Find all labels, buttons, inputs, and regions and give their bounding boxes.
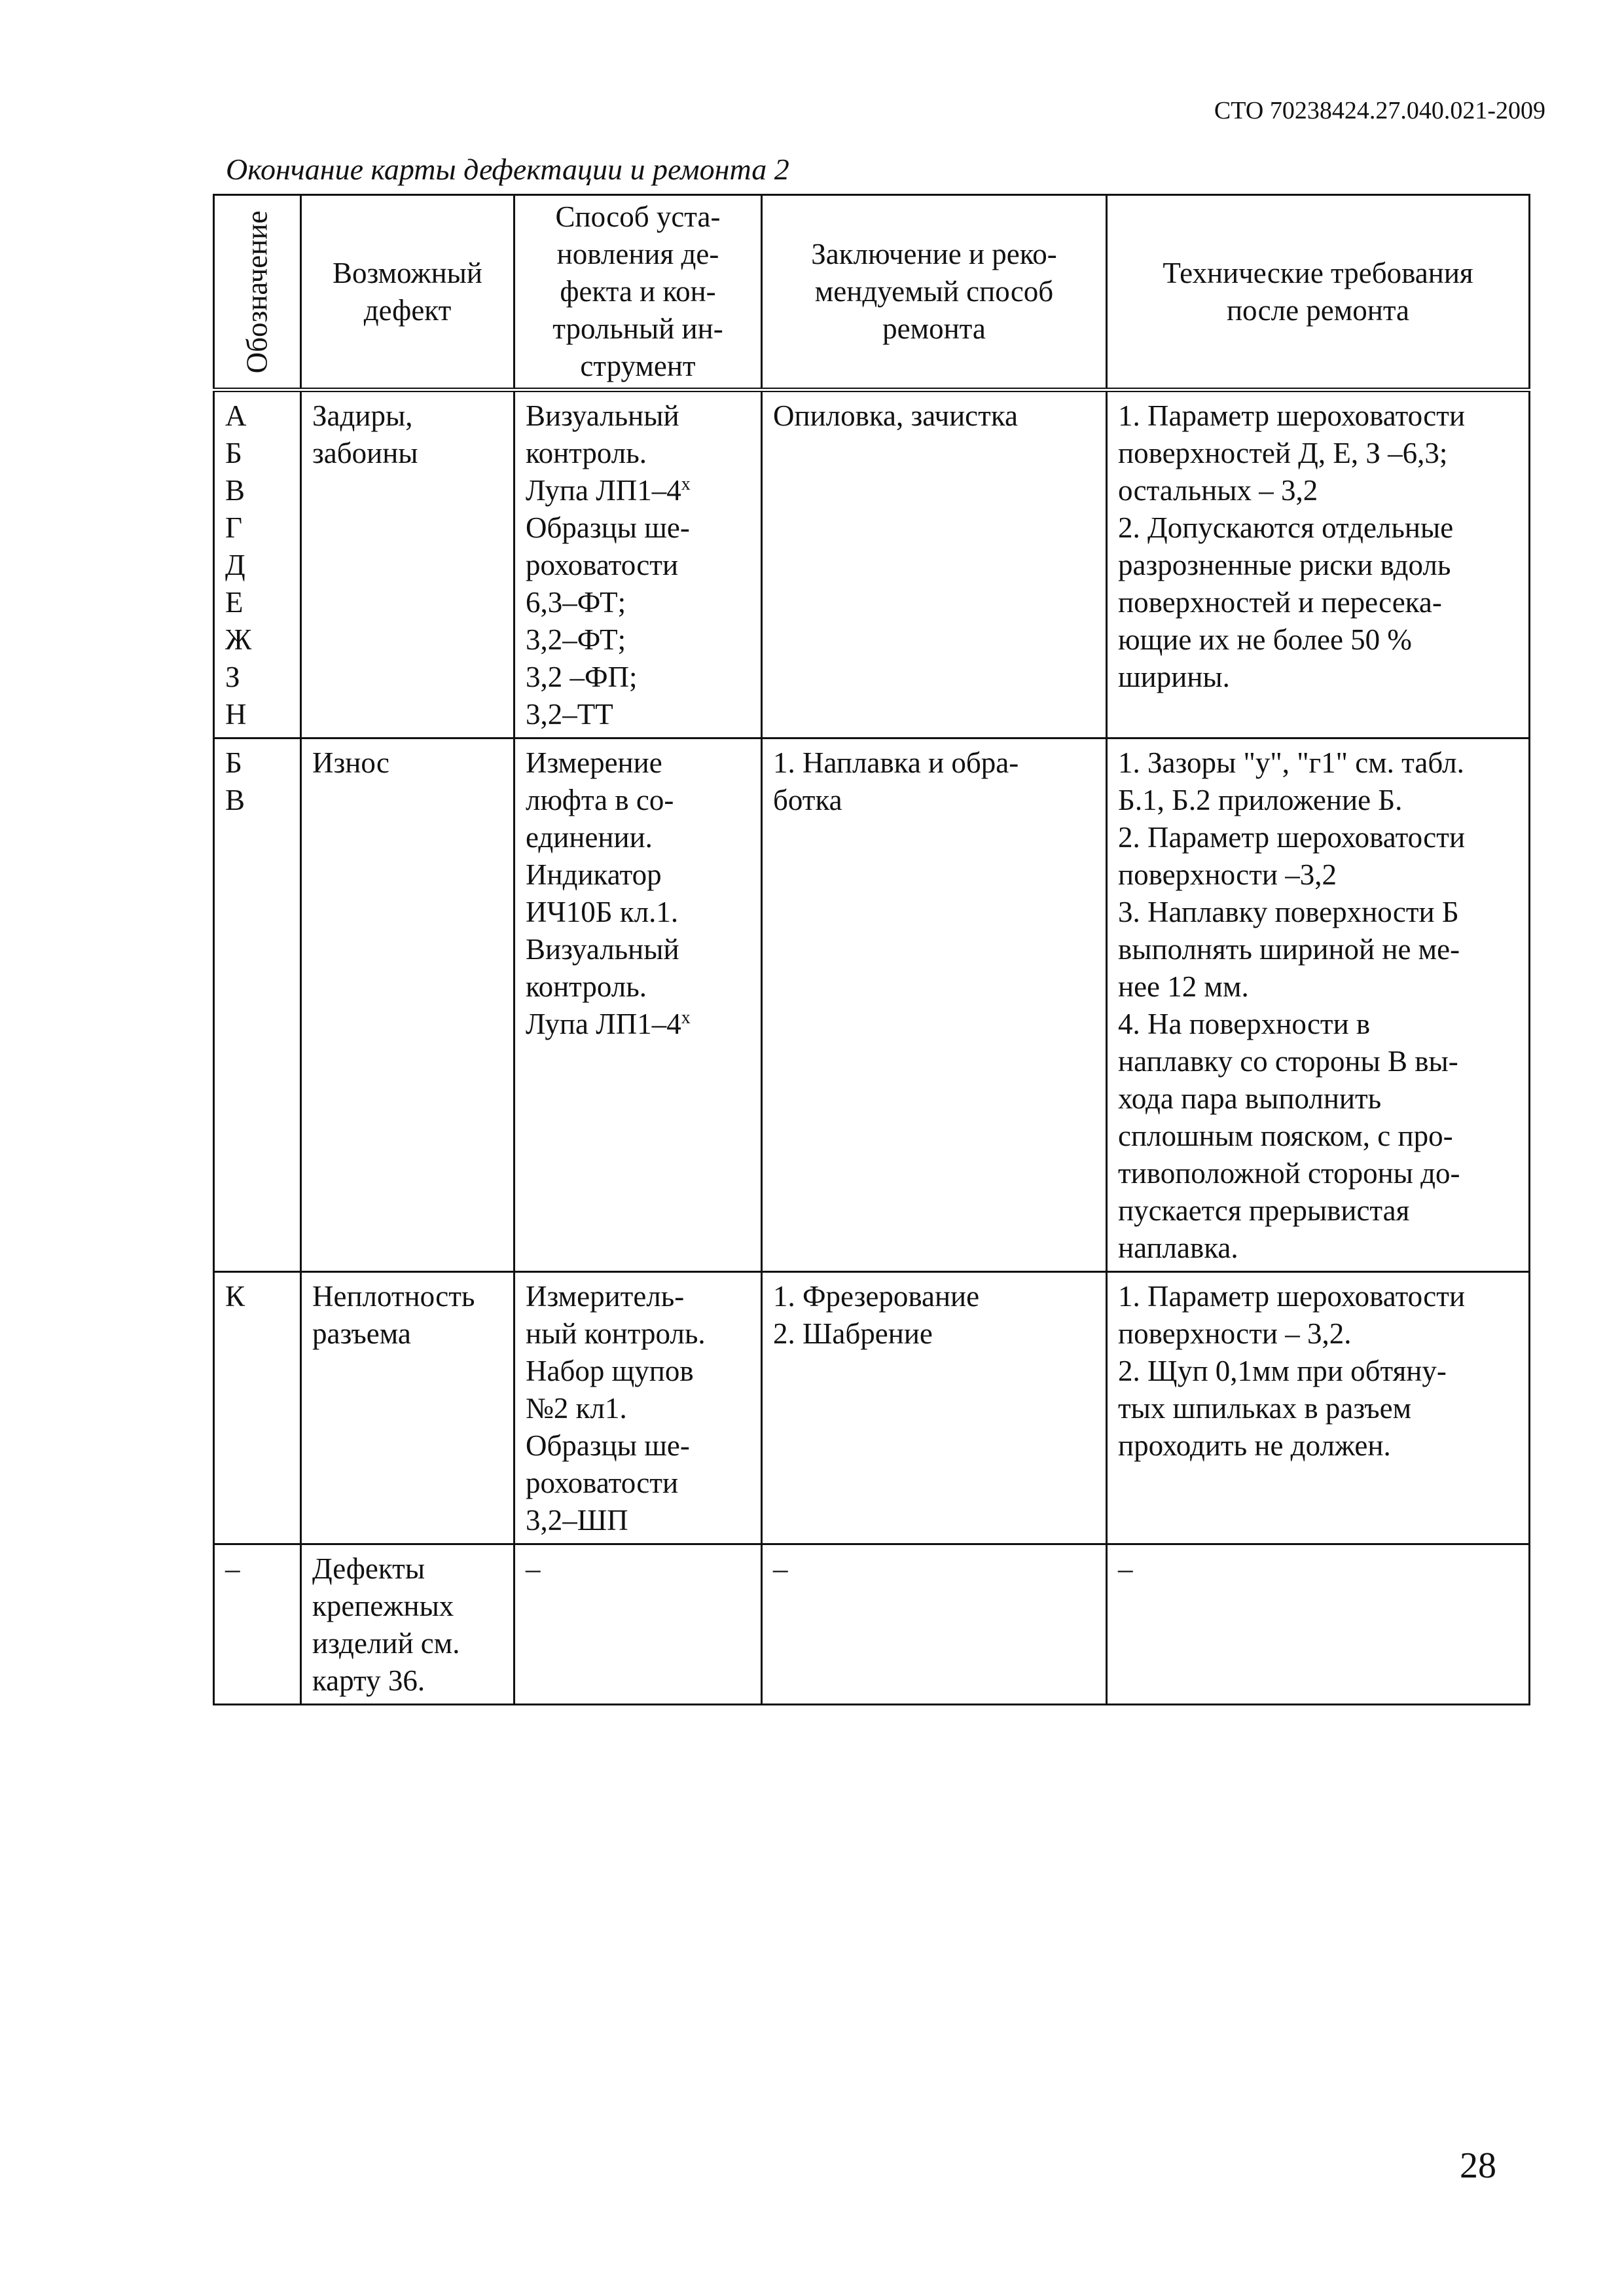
header-method <box>514 195 762 390</box>
defect-cell <box>301 390 514 738</box>
method-line: Образцы ше- <box>526 1429 690 1462</box>
defect-line: Износ <box>312 746 389 779</box>
defect-cell <box>301 1272 514 1544</box>
designation-cell <box>214 738 301 1272</box>
requirements-line: 3. Наплавку поверхности Б <box>1118 896 1459 928</box>
requirements-cell <box>1107 1544 1530 1705</box>
method-line: роховатости <box>526 1467 679 1499</box>
repair-line: 1. Фрезерование <box>773 1280 980 1313</box>
requirements-line: сплошным пояском, с про- <box>1118 1120 1453 1152</box>
defect-line: карту 36. <box>312 1664 425 1697</box>
method-line: Измерение <box>526 746 662 779</box>
designation-line: Г <box>225 511 243 544</box>
method-line: 3,2 –ФП; <box>526 661 638 693</box>
designation-line: Д <box>225 549 245 581</box>
method-line: 6,3–ФТ; <box>526 586 626 619</box>
method-line: единении. <box>526 821 653 854</box>
header-method-line: струмент <box>580 350 696 382</box>
requirements-cell <box>1107 1272 1530 1544</box>
defect-line: крепежных <box>312 1590 454 1622</box>
method-line: люфта в со- <box>526 784 674 816</box>
method-line: Набор щупов <box>526 1355 694 1387</box>
method-cell <box>514 1272 762 1544</box>
requirements-line: поверхностей Д, Е, З –6,3; <box>1118 437 1448 469</box>
requirements-line: 2. Допускаются отдельные <box>1118 511 1454 544</box>
header-defect-line: дефект <box>363 293 452 327</box>
header-designation <box>214 195 301 390</box>
header-requirements-line: Технические требования <box>1163 256 1473 289</box>
method-line: контроль. <box>526 970 647 1003</box>
designation-cell <box>214 1544 301 1705</box>
requirements-line: выполнять шириной не ме- <box>1118 933 1460 966</box>
header-repair-line: ремонта <box>882 312 986 345</box>
requirements-line: пускается прерывистая <box>1118 1194 1410 1227</box>
method-cell <box>514 1544 762 1705</box>
header-requirements-line: после ремонта <box>1226 293 1410 327</box>
designation-line: К <box>225 1280 245 1313</box>
requirements-line: 1. Зазоры "у", "г1" см. табл. <box>1118 746 1464 779</box>
header-repair-line: мендуемый способ <box>814 275 1054 308</box>
designation-line: Н <box>225 698 247 731</box>
requirements-cell <box>1107 390 1530 738</box>
designation-line: Б <box>225 746 242 779</box>
method-line: Индикатор <box>526 858 662 891</box>
method-line: 3,2–ТТ <box>526 698 613 731</box>
requirements-line: поверхности – 3,2. <box>1118 1317 1352 1350</box>
method-line: 3,2–ШП <box>526 1504 628 1537</box>
requirements-line: 4. На поверхности в <box>1118 1008 1371 1040</box>
method-line: Лупа $ЛП1-4^х$ <box>526 474 691 507</box>
repair-line: 1. Наплавка и обра- <box>773 746 1019 779</box>
designation-line: В <box>225 474 245 507</box>
method-line: ный контроль. <box>526 1317 706 1350</box>
requirements-line: тых шпильках в разъем <box>1118 1392 1412 1425</box>
header-requirements <box>1107 195 1530 390</box>
requirements-line: 2. Параметр шероховатости <box>1118 821 1466 854</box>
requirements-cell <box>1107 738 1530 1272</box>
requirements-line: наплавка. <box>1118 1231 1238 1264</box>
defect-line: забоины <box>312 437 418 469</box>
method-line: контроль. <box>526 437 647 469</box>
method-line: Лупа $ЛП1-4^х$ <box>526 1008 691 1040</box>
requirements-line: 2. Щуп 0,1мм при обтяну- <box>1118 1355 1447 1387</box>
repair-line: 2. Шабрение <box>773 1317 933 1350</box>
requirements-line: ширины. <box>1118 661 1230 693</box>
repair-cell <box>762 1272 1107 1544</box>
requirements-line: поверхности –3,2 <box>1118 858 1337 891</box>
method-line: роховатости <box>526 549 679 581</box>
document-code: СТО 70238424.27.040.021-2009 <box>1214 97 1545 124</box>
header-repair <box>762 195 1107 390</box>
designation-line: З <box>225 661 240 693</box>
method-line: №2 кл1. <box>526 1392 627 1425</box>
defect-cell <box>301 1544 514 1705</box>
method-line: Визуальный <box>526 399 679 432</box>
requirements-line: ющие их не более 50 % <box>1118 623 1412 656</box>
designation-line: – <box>225 1552 240 1585</box>
method-cell <box>514 738 762 1272</box>
header-method-line: Способ уста- <box>555 200 721 233</box>
table-body <box>214 390 1530 1705</box>
designation-line: В <box>225 784 245 816</box>
designation-cell <box>214 390 301 738</box>
requirements-line: 1. Параметр шероховатости <box>1118 399 1466 432</box>
method-line: Измеритель- <box>526 1280 685 1313</box>
table-row <box>214 738 1530 1272</box>
defect-line: Неплотность <box>312 1280 475 1313</box>
requirements-line: наплавку со стороны В вы- <box>1118 1045 1458 1078</box>
table-row <box>214 1544 1530 1705</box>
method-line: 3,2–ФТ; <box>526 623 626 656</box>
repair-line: ботка <box>773 784 842 816</box>
requirements-line: разрозненные риски вдоль <box>1118 549 1451 581</box>
table-row <box>214 390 1530 738</box>
method-line: Визуальный <box>526 933 679 966</box>
header-defect <box>301 195 514 390</box>
repair-cell <box>762 1544 1107 1705</box>
requirements-line: тивоположной стороны до- <box>1118 1157 1460 1190</box>
requirements-line: Б.1, Б.2 приложение Б. <box>1118 784 1403 816</box>
table-header-row <box>214 195 1530 390</box>
requirements-line: остальных – 3,2 <box>1118 474 1318 507</box>
superscript-mark: х <box>681 474 691 494</box>
defect-repair-table <box>213 194 1530 1705</box>
method-cell <box>514 390 762 738</box>
header-method-line: новления де- <box>556 238 719 270</box>
requirements-line: поверхностей и пересека- <box>1118 586 1442 619</box>
requirements-line: хода пара выполнить <box>1118 1082 1382 1115</box>
requirements-line: проходить не должен. <box>1118 1429 1391 1462</box>
method-line: Образцы ше- <box>526 511 690 544</box>
header-designation-label: Обозначение <box>240 210 274 373</box>
designation-line: Б <box>225 437 242 469</box>
designation-line: Е <box>225 586 244 619</box>
defect-line: Дефекты <box>312 1552 425 1585</box>
superscript-mark: х <box>681 1008 691 1028</box>
header-method-line: трольный ин- <box>552 312 723 345</box>
page-number: 28 <box>1460 2145 1496 2186</box>
repair-line: Опиловка, зачистка <box>773 399 1018 432</box>
method-line: – <box>526 1552 541 1585</box>
header-repair-line: Заключение и реко- <box>811 238 1057 270</box>
header-defect-line: Возможный <box>333 256 482 289</box>
table-row <box>214 1272 1530 1544</box>
repair-cell <box>762 738 1107 1272</box>
repair-line: – <box>773 1552 788 1585</box>
designation-cell <box>214 1272 301 1544</box>
requirements-line: нее 12 мм. <box>1118 970 1249 1003</box>
requirements-line: – <box>1118 1552 1133 1585</box>
requirements-line: 1. Параметр шероховатости <box>1118 1280 1466 1313</box>
designation-line: Ж <box>225 623 252 656</box>
designation-line: А <box>225 399 247 432</box>
method-line: ИЧ10Б кл.1. <box>526 896 679 928</box>
defect-line: разъема <box>312 1317 411 1350</box>
defect-line: изделий см. <box>312 1627 460 1660</box>
header-method-line: фекта и кон- <box>560 275 716 308</box>
defect-line: Задиры, <box>312 399 413 432</box>
repair-cell <box>762 390 1107 738</box>
table-caption: Окончание карты дефектации и ремонта 2 <box>226 153 789 186</box>
defect-cell <box>301 738 514 1272</box>
